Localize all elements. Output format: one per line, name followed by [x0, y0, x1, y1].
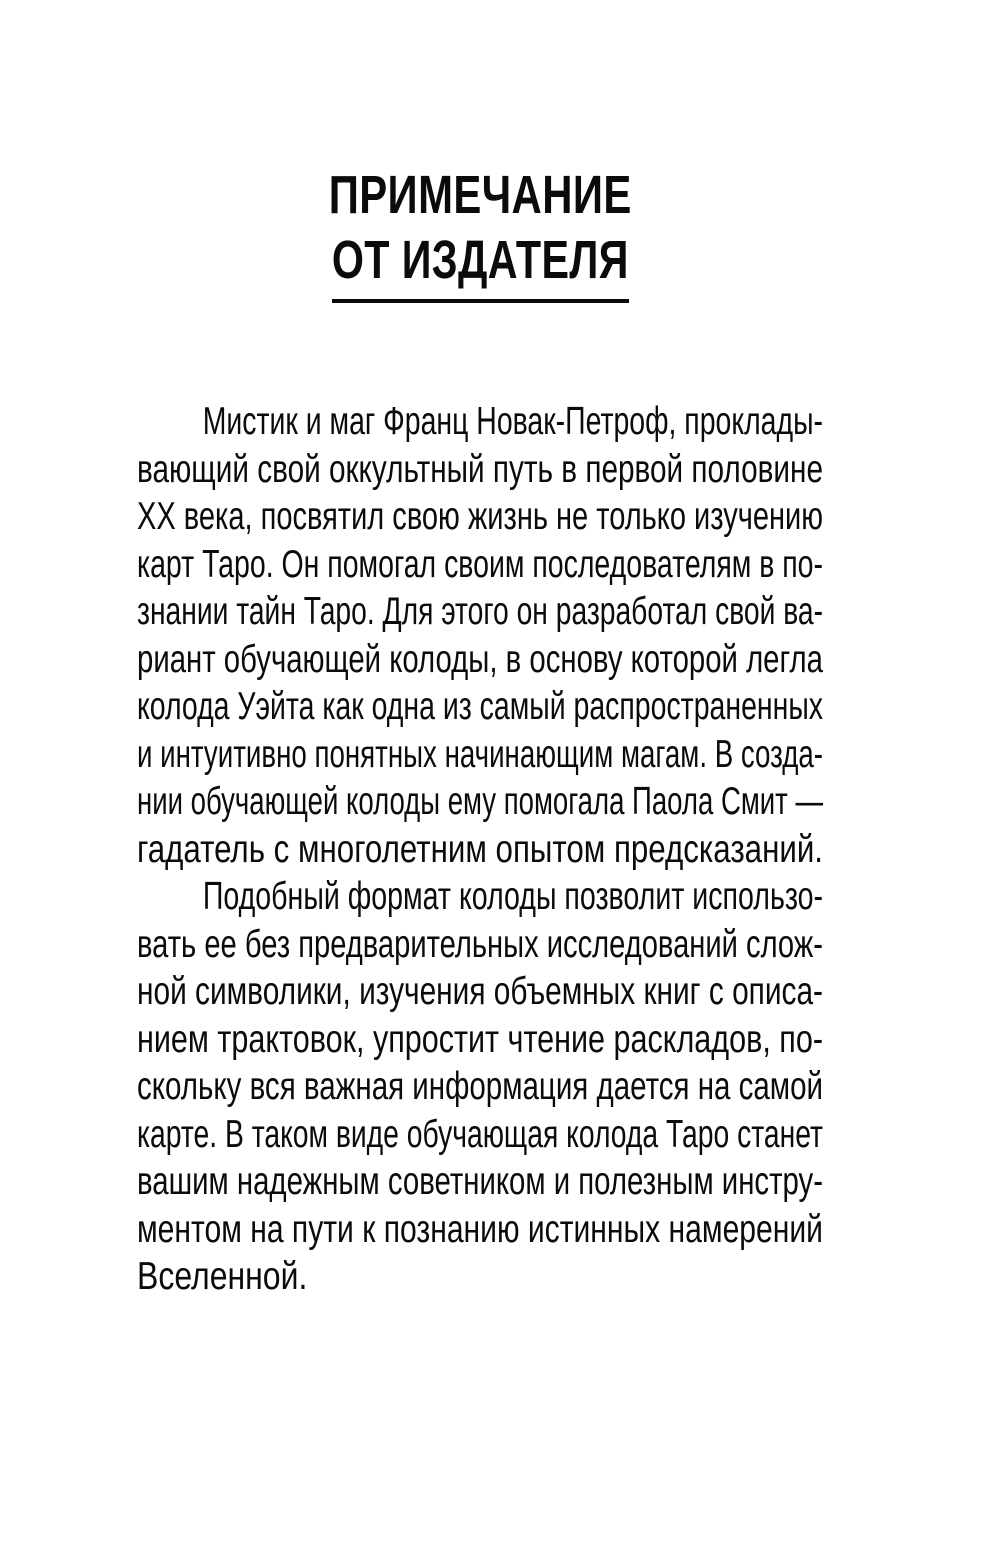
chapter-title-text-2: ОТ ИЗДАТЕЛЯ — [331, 230, 629, 290]
body-line: и интуитивно понятных начинающим магам. В созда- — [137, 732, 823, 776]
chapter-title-line-2 — [137, 228, 823, 293]
body-line: колода Уэйта как одна из самый распространенных — [137, 685, 823, 728]
body-line: карт Таро. Он помогал своим последователям в по- — [137, 542, 823, 586]
body-line: ХХ века, посвятил свою жизнь не только изучению — [137, 495, 823, 538]
body-line: гадатель с многолетним опытом предсказаний. — [137, 827, 823, 871]
body-line: Мистик и маг Франц Новак-Петроф, проклады- — [202, 400, 824, 443]
body-line: вашим надежным советником и полезным инстру- — [137, 1160, 823, 1203]
body-line: Подобный формат колоды позволит использо- — [202, 875, 823, 918]
body-line: скольку вся важная информация дается на самой — [137, 1065, 823, 1108]
body-line: ной символики, изучения объемных книг с описа- — [137, 970, 823, 1013]
body-line: знании тайн Таро. Для этого он разработал свой ва- — [137, 590, 823, 633]
chapter-title-text-1: ПРИМЕЧАНИЕ — [328, 165, 632, 225]
body-line: ментом на пути к познанию истинных намерений — [137, 1207, 823, 1251]
body-line: нием трактовок, упростит чтение раскладов, по- — [137, 1017, 823, 1061]
title-underline-rule — [332, 299, 629, 303]
chapter-title — [137, 163, 823, 303]
body-line: риант обучающей колоды, в основу которой легла — [137, 637, 823, 681]
body-line: Вселенной. — [137, 1255, 308, 1298]
body-line: вать ее без предварительных исследований слож- — [137, 922, 823, 966]
body-text — [137, 398, 823, 1301]
body-line: нии обучающей колоды ему помогала Паола Смит — — [137, 780, 823, 823]
body-line: карте. В таком виде обучающая колода Таро станет — [137, 1112, 823, 1156]
chapter-title-line-1 — [137, 163, 823, 228]
body-line: вающий свой оккультный путь в первой половине — [137, 447, 823, 491]
